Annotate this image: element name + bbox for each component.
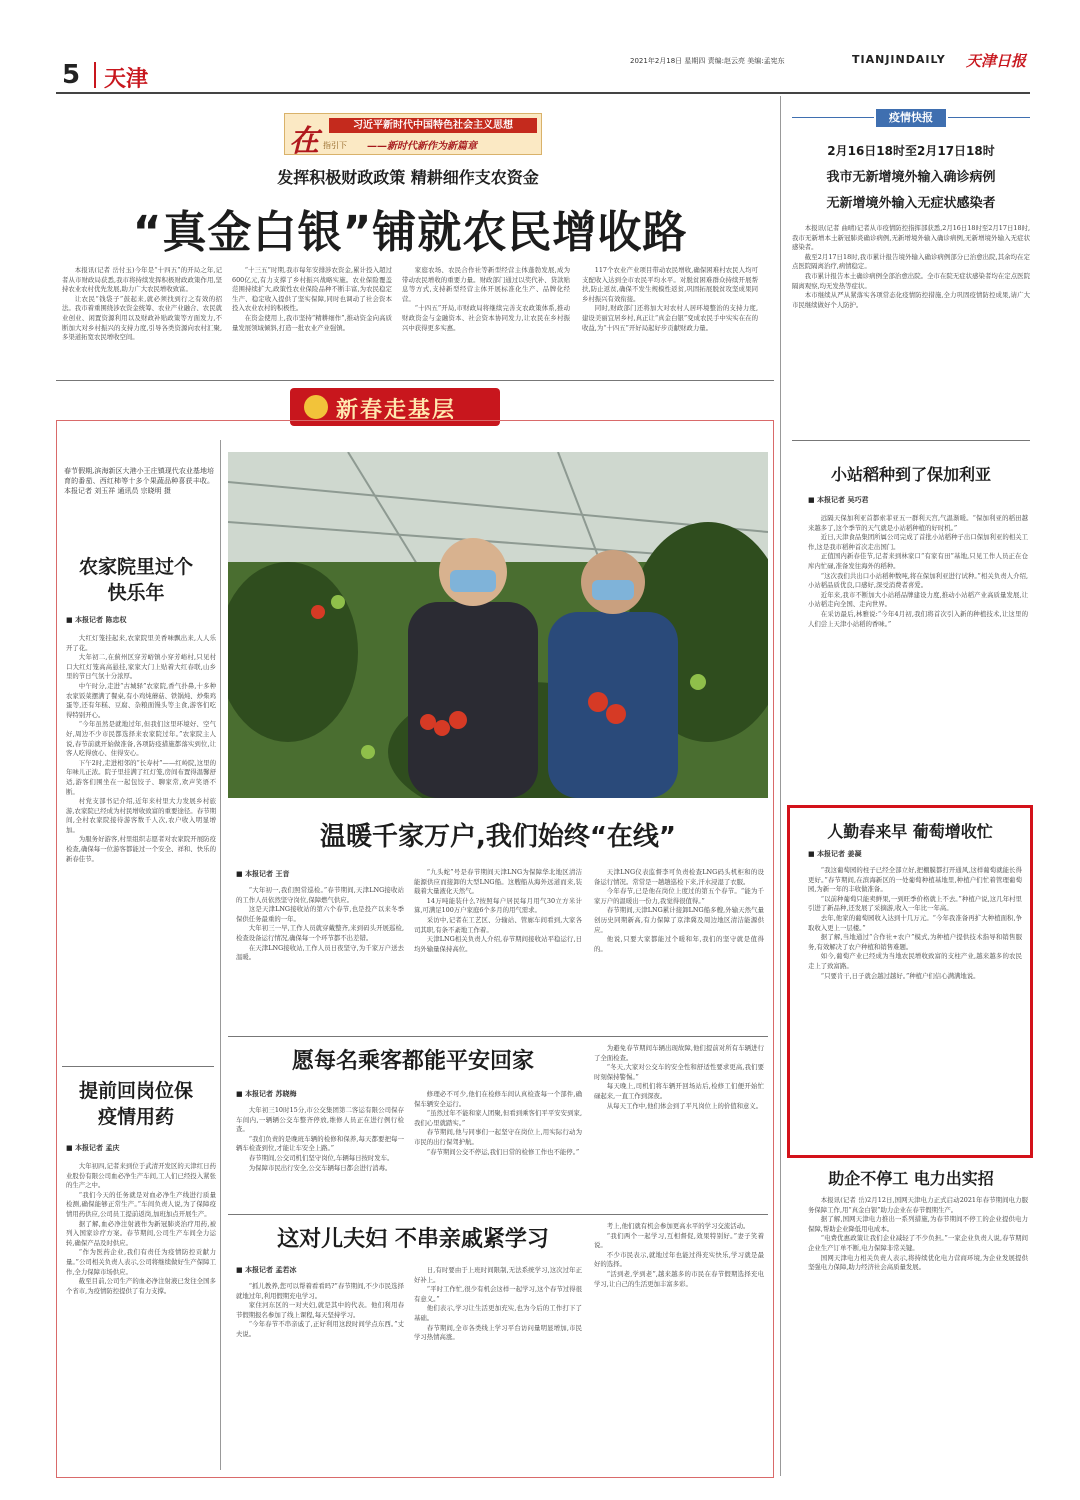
bus-col-1 (236, 1106, 404, 1210)
lead-paragraph: “十三五”时期,我市每年安排涉农资金,累计投入超过600亿元,有力支撑了乡村振兴战略实施。农业保险覆盖范围持续扩大,政策性农业保险品种不断丰富,为农民稳定生产、稳定收入提供了坚实保障,同时也调动了社会资本投入农业农村的积极性。 (232, 266, 392, 313)
bus-paragraph: 春节期间,他与同事们一起坚守在岗位上,用实际行动为市民的出行保驾护航。 (414, 1128, 582, 1146)
gas-paragraph: 这是天津LNG接收站的第六个春节,也是投产以来冬季保供任务最重的一年。 (236, 905, 404, 923)
spring-banner-title: 新春走基层 (336, 397, 457, 423)
lead-col-4 (582, 266, 758, 370)
couple-paragraph: 春节期间,全市各类线上学习平台访问量明显增加,市民学习热情高涨。 (414, 1323, 582, 1342)
lantern-icon (304, 395, 328, 419)
power-title: 助企不停工 电力出实招 (828, 1169, 994, 1188)
lead-col-2 (232, 266, 392, 370)
couple-paragraph: “今年春节不串亲戚了,正好利用这段时间学点东西。”丈夫说。 (236, 1320, 404, 1338)
lead-title: “真金白银”铺就农民增收路 (132, 207, 688, 258)
banner-slogan: ——新时代新作为新篇章 (367, 141, 477, 152)
grape-paragraph: “我这葡萄园的柱子已经全部立好,把棚膜都打开通风,这样葡萄就能长得更好。”春节期间,在滨海新区的一处葡萄种植基地里,种植户们忙着管理葡萄园,为新一年的丰收做准备。 (808, 866, 1022, 894)
column-divider (220, 440, 221, 1470)
photo-headline: 温暖千家万户,我们始终“在线” (319, 822, 677, 852)
power-paragraph: 据了解,国网天津电力推出一系列措施,为春节期间不停工的企业提供电力保障,帮助企业降低用电成本。 (808, 1215, 1028, 1233)
bus-paragraph: “春节期间公交不停运,我们日常的检修工作也不能停。” (426, 1147, 580, 1156)
bus-byline: ■ 本报记者 苏晓梅 (236, 1089, 406, 1099)
section-rule (62, 1066, 214, 1067)
power-body (808, 1196, 1028, 1466)
lead-col-1 (62, 266, 222, 370)
rice-byline: ■ 本报记者 吴巧君 (808, 495, 1028, 505)
paper-logo: 天津日报 (966, 52, 1027, 70)
gas-paragraph: 今年春节,已是他在岗位上度过的第五个春节。“能为千家万户的温暖出一份力,我觉得很值得。” (594, 887, 764, 905)
pharma-paragraph: “作为医药企业,我们有责任为疫情防控贡献力量。”公司相关负责人表示,公司将继续做好生产保障工作,全力保障市场供应。 (66, 1248, 216, 1276)
couple-paragraph: “抓儿教养,您可以帮着看看吗?”春节期间,不少市民选择就地过年,利用假期充电学习。 (236, 1282, 404, 1300)
pharma-byline-wrap (66, 1140, 216, 1157)
couple-paragraph: “活到老,学到老”,越来越多的市民在春节假期选择充电学习,让自己的生活更加丰富多彩。 (594, 1269, 764, 1288)
grape-paragraph: 去年,他家的葡萄园收入达到十几万元。“今年我准备再扩大种植面积,争取收入更上一层楼。” (808, 913, 1022, 932)
couple-paragraph: 日,有时要由于上班时间限制,无法系统学习,这次过年正好补上。 (414, 1266, 582, 1284)
pharma-byline: ■ 本报记者 孟庆 (66, 1143, 216, 1153)
couple-byline: ■ 本报记者 孟若冰 (236, 1265, 406, 1275)
rice-paragraph: 远隔天保加利亚首都索菲亚五一群利天宫,气温渐暖。“保加利亚的稻田越来越多了,这个季节的天气就是小站稻种植的好时机。” (808, 514, 1028, 532)
lead-paragraph: “十四五”开局,市财政局将继续完善支农政策体系,推动财政资金与金融资本、社会资本协同发力,让农民在乡村振兴中获得更多实惠。 (402, 304, 570, 332)
ideology-banner (284, 113, 542, 159)
couple-paragraph: 考上,他们就有机会参加更高水平的学习交流活动。 (606, 1222, 750, 1230)
rice-paragraph: 在采访最后,林雅说:“今年4月初,我们将首次引入新的种植技术,让这里的人们尝上天津小站稻的香味。” (808, 609, 1028, 628)
lead-kicker: 发挥积极财政政策 精耕细作支农资金 (277, 168, 539, 187)
farm-paragraph: 大红灯笼挂起来,农家院里美香味飘出来,人人乐开了花。 (66, 634, 216, 652)
masthead-rule (56, 92, 1030, 94)
couple-col-1 (236, 1282, 404, 1466)
power-paragraph: 本报讯(记者 岳)2月12日,国网天津电力正式启动2021年春节期间电力服务保障工作,用“真金白银”助力企业在春节假期生产。 (808, 1196, 1028, 1214)
bus-paragraph: 为保障市民出行安全,公交车辆每日都会进行消毒。 (248, 1163, 392, 1172)
rice-paragraph: 近年来,我市不断加大小站稻品牌建设力度,推动小站稻产业高质量发展,让小站稻走向全国、走向世界。 (808, 590, 1028, 609)
pharma-paragraph: 据了解,血必净注射液作为新冠肺炎治疗用药,被列入国家诊疗方案。春节期间,公司生产车间全力运转,确保产品及时供应。 (66, 1219, 216, 1247)
sidebar-paragraph: 本市继续从严从紧落实各项常态化疫情防控措施,全力巩固疫情防控成果,请广大市民继续做好个人防护。 (792, 291, 1030, 309)
couple-byline-wrap (236, 1262, 406, 1279)
rice-paragraph: “这次我们共出口小站稻种数吨,将在保加利亚进行试种。”相关负责人介绍,小站稻品质优良,口感好,深受消费者喜爱。 (808, 571, 1028, 590)
couple-paragraph: “我们两个一起学习,互相督促,效果特别好。”妻子笑着说。 (594, 1231, 764, 1250)
farm-photo (228, 452, 768, 798)
power-paragraph: 国网天津电力相关负责人表示,将持续优化电力营商环境,为企业发展提供坚强电力保障,助力经济社会高质量发展。 (808, 1253, 1028, 1272)
gas-paragraph: 天津LNG相关负责人介绍,春节期间接收站平稳运行,日均外输量保持高位。 (414, 935, 582, 953)
grape-paragraph: 据了解,当地通过“合作社+农户”模式,为种植户提供技术指导和销售服务,有效解决了农户种植和销售难题。 (808, 933, 1022, 951)
section-rule (228, 1036, 768, 1037)
lead-paragraph: 本报讯(记者 岳付玉)今年是“十四五”的开局之年,记者从市财政局获悉,我市将持续发挥积极财政政策作用,坚持农业农村优先发展,助力广大农民增收致富。 (62, 266, 222, 294)
sidebar-paragraph: 本报讯(记者 曲晴)记者从市疫情防控指挥部获悉,2月16日18时至2月17日18时,我市无新增本土新冠肺炎确诊病例,无新增境外输入确诊病例,无新增境外输入无症状感染者。 (792, 224, 1030, 252)
section-rule (56, 380, 774, 381)
lead-paragraph: 在资金使用上,我市坚持“精耕细作”,推动资金向高质量发展领域倾斜,打造一批农业产业强镇。 (232, 313, 392, 332)
farm-byline: ■ 本报记者 陈忠权 (66, 615, 216, 625)
gas-paragraph: “九头蛇”号是春节期间天津LNG为保障华北地区清洁能源供应而接卸的大型LNG船。这艘船从海外远道而来,装载着大量液化天然气。 (414, 868, 582, 896)
couple-paragraph: 他们表示,学习让生活更加充实,也为今后的工作打下了基础。 (414, 1304, 582, 1322)
photo-caption: 春节假期,滨海新区大港小王庄镇现代农业基地培育的番茄、西红柿等十多个果蔬品种喜获丰收。 本报记者 刘玉祥 通讯员 宗晓明 摄 (64, 467, 214, 495)
grape-title: 人勤春来早 葡萄增收忙 (827, 822, 993, 841)
farm-paragraph: 中午时分,走进“古城驿”农家院,香气扑鼻,十多种农家饭菜摆满了餐桌,有小鸡炖蘑菇、铁锅炖、炒柴鸡蛋等,还有年糕、豆腐、杂粮面馒头等主食,游客们吃得特别开心。 (66, 681, 216, 719)
rice-paragraph: 近日,天津食品集团所属公司完成了首批小站稻种子出口保加利亚的相关工作,这是我市稻种首次走出国门。 (808, 533, 1028, 551)
grape-paragraph: “以前种葡萄只能卖鲜果,一到旺季价格就上不去。”种植户说,这几年村里引进了新品种,还发展了采摘游,收入一年比一年高。 (808, 894, 1022, 913)
farm-paragraph: 为服务好游客,村里组织志愿者对农家院开展防疫检查,确保每一位游客都能过一个安全、祥和、快乐的新春佳节。 (66, 835, 216, 863)
lead-col-3 (402, 266, 570, 370)
gas-paragraph: 采访中,记者在工艺区、分输站、管廊车间看到,大家各司其职,有条不紊地工作着。 (414, 915, 582, 934)
gas-paragraph: 大年初三一早,工作人员就穿戴整齐,来到码头开展巡检,检查设备运行情况,确保每一个环节都不出差错。 (236, 924, 404, 942)
rice-paragraph: 正值国内新春佳节,记者来到林家口“有家有田”基地,只见工作人员正在仓库内忙碌,准备发往海外的稻种。 (808, 552, 1028, 570)
couple-paragraph: 不少市民表示,就地过年也能过得充实快乐,学习就是最好的选择。 (594, 1250, 764, 1269)
bus-byline-wrap (236, 1086, 406, 1103)
bus-paragraph: “冬天,大家对公交车的安全性和舒适性要求更高,我们要时刻保持警惕。” (594, 1063, 764, 1081)
pharma-paragraph: 截至目前,公司生产的血必净注射液已发往全国多个省市,为疫情防控提供了有力支撑。 (66, 1277, 216, 1295)
couple-title: 这对儿夫妇 不串亲戚紧学习 (277, 1227, 549, 1252)
gas-paragraph: 天津LNG仪表监督李可负责检查LNG码头机柜和的设备运行情况。常常是一趟趟巡检下来,汗水浸湿了衣服。 (594, 868, 764, 886)
gas-paragraph: “大年初一,我们照常巡检。”春节期间,天津LNG接收站的工作人员依然坚守岗位,保障燃气供应。 (236, 886, 404, 904)
pharma-title: 提前回岗位保疫情用药 (78, 1080, 193, 1128)
gas-paragraph: 在天津LNG接收站,工作人员日夜坚守,为千家万户送去温暖。 (236, 943, 404, 962)
lead-paragraph: 家庭农场、农民合作社等新型经营主体蓬勃发展,成为带动农民增收的重要力量。财政部门通过以奖代补、贷款贴息等方式,支持新型经营主体开展标准化生产、品牌化经营。 (402, 266, 570, 303)
sidebar-date: 2月16日18时至2月17日18时 (827, 144, 995, 158)
section-title: 天津 (104, 67, 149, 92)
pharma-body (66, 1162, 216, 1470)
pharma-paragraph: 大年初四,记者来到位于武清开发区的天津红日药业股份有限公司血必净生产车间,工人们已经投入紧张的生产之中。 (66, 1162, 216, 1190)
rice-title: 小站稻种到了保加利亚 (830, 465, 991, 484)
farm-paragraph: 下午2时,走进相邻的“长寿村”——红岭院,这里的年味儿正浓。院子里挂满了红灯笼,房间布置得温馨舒适,游客们围坐在一起包饺子、聊家常,欢声笑语不断。 (66, 758, 216, 796)
bus-col-3 (594, 1044, 764, 1210)
farm-byline-wrap (66, 612, 216, 629)
couple-col-3 (594, 1222, 764, 1466)
grape-body (808, 866, 1022, 1148)
couple-paragraph: “平时工作忙,很少有机会这样一起学习,这个春节过得很有意义。” (414, 1285, 582, 1303)
farm-body (66, 634, 216, 1060)
bus-paragraph: 修理必不可少,他们在检修车间认真检查每一个部件,确保车辆安全运行。 (414, 1090, 582, 1108)
couple-col-2 (414, 1266, 582, 1466)
rice-body (808, 514, 1028, 796)
sidebar-body (792, 224, 1030, 428)
sidebar-paragraph: 截至2月17日18时,我市累计报告境外输入确诊病例部分已治愈出院,其余均在定点医院隔离治疗,病情稳定。 (792, 252, 1030, 271)
rice-byline-wrap (808, 492, 1028, 509)
gas-paragraph: 14万吨能装什么?按照每户居民每月用气30立方米计算,可满足100万户家庭6个多月的用气需求。 (414, 896, 582, 915)
bus-paragraph: 为避免春节期间车辆出现故障,他们提前对所有车辆进行了全面检查。 (594, 1044, 764, 1062)
sidebar-paragraph: 我市累计报告本土确诊病例全部治愈出院。全市在院无症状感染者均在定点医院隔离观察,均无发热等症状。 (792, 271, 1030, 290)
page-number: 5 (62, 60, 81, 90)
grape-byline-wrap (808, 846, 1022, 863)
farm-paragraph: 大年初二,在蓟州区穿芳峪镇小穿芳峪村,只见村口大红灯笼高高悬挂,家家大门上贴着大红春联,山乡里的节日气氛十分浓厚。 (66, 653, 216, 681)
banner-mark: 在 (289, 124, 319, 159)
farm-title: 农家院里过个快乐年 (78, 556, 193, 604)
pharma-paragraph: “我们今天的任务就是对血必净生产线进行质量检测,确保能够正常生产。”车间负责人说,为了保障疫情用药供应,公司员工提前返岗,加班加点开展生产。 (66, 1190, 216, 1218)
gas-paragraph: 春节期间,天津LNG累计接卸LNG船多艘,外输天然气量创历史同期新高,有力保障了京津冀及周边地区清洁能源供应。 (594, 906, 764, 934)
bus-paragraph: “我们负责的是晚班车辆的检修和保养,每天都要把每一辆车检查到位,才能让车安全上路。” (236, 1134, 404, 1153)
sidebar-head-1: 我市无新增境外输入确诊病例 (826, 170, 996, 185)
sidebar-rule (948, 117, 1030, 118)
paper-latin-name: TIANJINDAILY (852, 53, 946, 66)
section-rule (792, 440, 1030, 441)
masthead-divider (94, 62, 96, 88)
lead-paragraph: 117个农业产业项目带动农民增收,确保困难村农民人均可支配收入达到全市农民平均水平。对脱贫困难群众持续开展帮扶,防止返贫,确保不发生规模性返贫,巩固拓展脱贫攻坚成果同乡村振兴有效衔接。 (582, 266, 758, 303)
gas-paragraph: 他说,只要大家都能过个暖和年,我们的坚守就是值得的。 (594, 935, 764, 953)
sidebar-head-2: 无新增境外输入无症状感染者 (826, 196, 996, 211)
gas-byline-wrap (236, 866, 406, 883)
bus-title: 愿每名乘客都能平安回家 (291, 1049, 534, 1074)
gas-col-1 (236, 886, 404, 1030)
section-rule (228, 1214, 768, 1215)
gas-byline: ■ 本报记者 王音 (236, 869, 406, 879)
lead-paragraph: 让农民“钱袋子”鼓起来,就必须找到行之有效的招法。我市着重围绕涉农资金统筹、农业产业融合、农民就业创业、闲置资源利用以及财政补贴政策等方面发力,不断加大对乡村振兴的支持力度,引导各类资源向农村汇聚,多渠道拓宽农民增收空间。 (62, 294, 222, 342)
gas-col-2 (414, 868, 582, 1030)
bus-paragraph: 从每天工作中,他们体会到了平凡岗位上的价值和意义。 (606, 1101, 763, 1110)
farm-paragraph: 村党支部书记介绍,近年来村里大力发展乡村旅游,农家院已经成为村民增收致富的重要途径。春节期间,全村农家院接待游客数千人次,农户收入明显增加。 (66, 797, 216, 834)
sidebar-tag: 疫情快报 (876, 109, 946, 127)
couple-paragraph: 家住河东区的一对夫妇,就是其中的代表。他们利用春节假期报名参加了线上课程,每天坚持学习。 (236, 1301, 404, 1319)
grape-byline: ■ 本报记者 姜凝 (808, 849, 1022, 859)
banner-main: 习近平新时代中国特色社会主义思想 (329, 118, 537, 133)
grape-paragraph: “只要肯干,日子就会越过越好。”种植户们信心满满地说。 (820, 971, 980, 980)
banner-sub: 指引下 (323, 141, 347, 150)
bus-paragraph: 春节期间,公交司机们坚守岗位,车辆每日按时发车。 (248, 1153, 394, 1162)
bus-paragraph: 大年初三10时15分,市公交集团第二客运有限公司保存车间内,一辆辆公交车整齐停放,维修人员正在进行例行检查。 (236, 1106, 404, 1134)
power-paragraph: “电费优惠政策让我们企业减轻了不少负担。”一家企业负责人说,春节期间企业生产订单不断,电力保障非常关键。 (808, 1234, 1028, 1252)
bus-paragraph: 每天晚上,司机们将车辆开回场站后,检修工们便开始忙碌起来,一直工作到深夜。 (594, 1082, 764, 1100)
grape-paragraph: 如今,葡萄产业已经成为当地农民增收致富的支柱产业,越来越多的农民走上了致富路。 (808, 952, 1022, 970)
column-divider (780, 96, 781, 1476)
lead-paragraph: 同时,财政部门还将加大对农村人居环境整治的支持力度,建设美丽宜居乡村,真正让“真金白银”变成农民手中实实在在的收益,为“十四五”开好局起好步贡献财政力量。 (582, 304, 758, 332)
bus-col-2 (414, 1090, 582, 1210)
gas-col-3 (594, 868, 764, 1030)
farm-paragraph: “今年虽然是就地过年,但我们这里环境好、空气好,周边不少市民都选择来农家院过年。”农家院主人说,春节前就开始做准备,各项防疫措施都落实到位,让客人吃得放心、住得安心。 (66, 720, 216, 758)
bus-paragraph: “虽然过年不能和家人团聚,但看到乘客们平平安安到家,我们心里就踏实。” (414, 1109, 582, 1127)
date-line: 2021年2月18日 星期四 责编:赵云亮 美编:孟宪东 (630, 57, 785, 65)
sidebar-rule (792, 117, 874, 118)
